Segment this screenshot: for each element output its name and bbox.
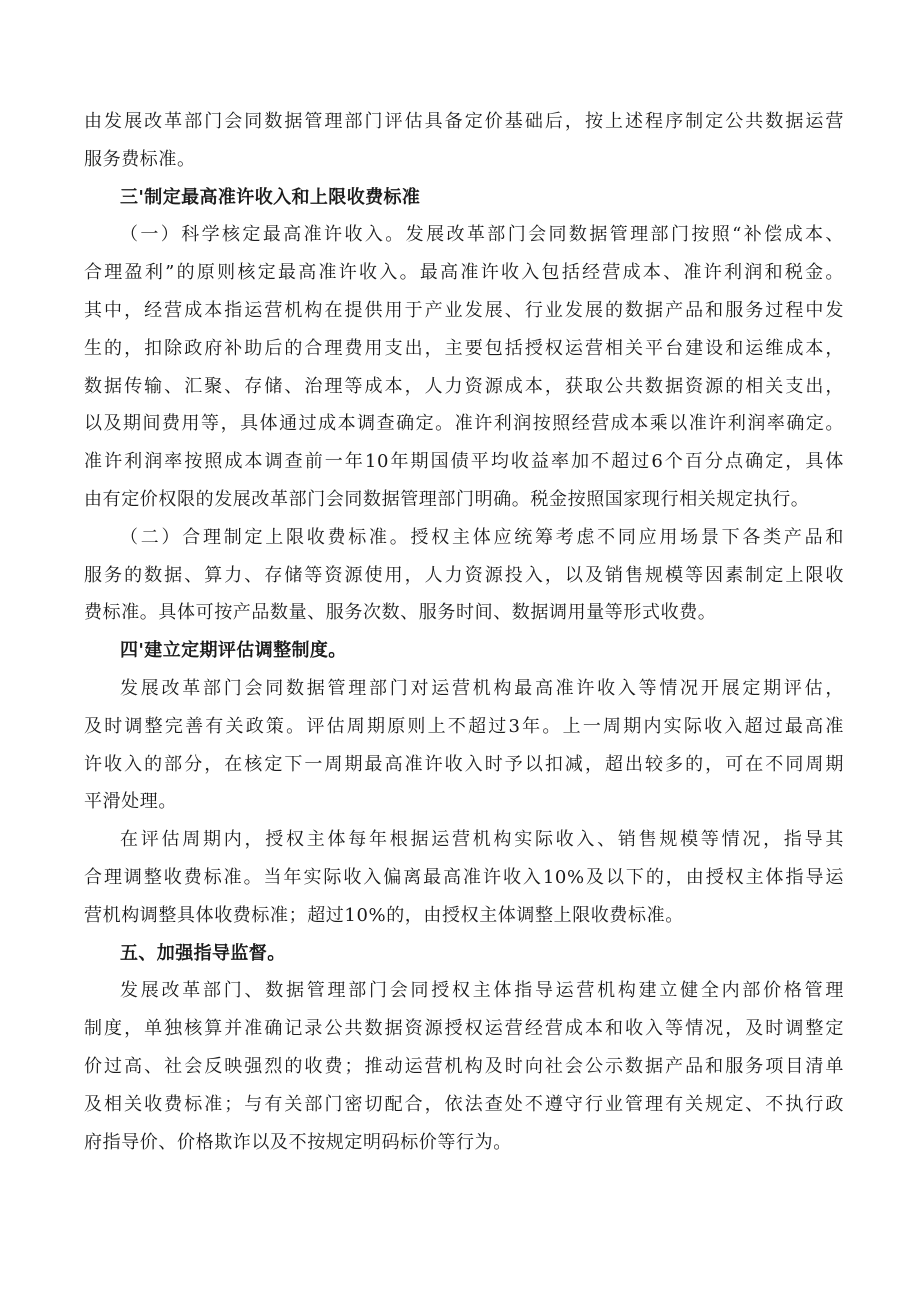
paragraph-line: 在评估周期内，授权主体每年根据运营机构实际收入、销售规模等情况，指导其 xyxy=(120,829,844,851)
paragraph-line: 其中，经营成本指运营机构在提供用于产业发展、行业发展的数据产品和服务过程中发 xyxy=(84,299,844,321)
paragraph-line: 由有定价权限的发展改革部门会同数据管理部门明确。税金按照国家现行相关规定执行。 xyxy=(84,488,810,510)
paragraph-line: 及时调整完善有关政策。评估周期原则上不超过3年。上一周期内实际收入超过最高准 xyxy=(84,715,844,737)
paragraph-line: 准许利润率按照成本调查前一年10年期国债平均收益率加不超过6个百分点确定，具体 xyxy=(84,451,844,473)
paragraph-line: 发展改革部门、数据管理部门会同授权主体指导运营机构建立健全内部价格管理 xyxy=(120,980,844,1002)
paragraph-line: 府指导价、价格欺诈以及不按规定明码标价等行为。 xyxy=(84,1131,512,1153)
paragraph-line: 合理盈利”的原则核定最高准许收入。最高准许收入包括经营成本、准许利润和税金。 xyxy=(84,262,844,284)
paragraph-line: 以及期间费用等，具体通过成本调查确定。准许利润按照经营成本乘以准许利润率确定。 xyxy=(84,413,844,435)
paragraph-line: 服务的数据、算力、存储等资源使用，人力资源投入，以及销售规模等因素制定上限收 xyxy=(84,564,844,586)
paragraph-line: 数据传输、汇聚、存储、治理等成本，人力资源成本，获取公共数据资源的相关支出， xyxy=(84,375,844,397)
paragraph-line: 合理调整收费标准。当年实际收入偏离最高准许收入10%及以下的，由授权主体指导运 xyxy=(84,866,844,888)
paragraph-line: 生的，扣除政府补助后的合理费用支出，主要包括授权运营相关平台建设和运维成本， xyxy=(84,337,844,359)
paragraph-line: 平滑处理。 xyxy=(84,791,177,813)
intro-line: 服务费标准。 xyxy=(84,148,196,170)
document-body xyxy=(84,103,844,1161)
paragraph-line: 发展改革部门会同数据管理部门对运营机构最高准许收入等情况开展定期评估， xyxy=(120,677,844,699)
paragraph-line: 费标准。具体可按产品数量、服务次数、服务时间、数据调用量等形式收费。 xyxy=(84,602,717,624)
paragraph-line: （二）合理制定上限收费标准。授权主体应统筹考虑不同应用场景下各类产品和 xyxy=(120,526,844,548)
section-heading-3: 三'制定最高准许收入和上限收费标准 xyxy=(120,186,421,208)
intro-line: 由发展改革部门会同数据管理部门评估具备定价基础后，按上述程序制定公共数据运营 xyxy=(84,111,844,132)
section-heading-4: 四'建立定期评估调整制度。 xyxy=(120,640,347,662)
paragraph-line: 及相关收费标准；与有关部门密切配合，依法查处不遵守行业管理有关规定、不执行政 xyxy=(84,1093,844,1115)
paragraph-line: （一）科学核定最高准许收入。发展改革部门会同数据管理部门按照“补偿成本、 xyxy=(120,224,844,246)
paragraph-line: 许收入的部分，在核定下一周期最高准许收入时予以扣减，超出较多的，可在不同周期 xyxy=(84,753,844,775)
section-heading-5: 五、加强指导监督。 xyxy=(120,942,286,964)
paragraph-line: 价过高、社会反映强烈的收费；推动运营机构及时向社会公示数据产品和服务项目清单 xyxy=(84,1055,844,1077)
paragraph-line: 营机构调整具体收费标准；超过10%的，由授权主体调整上限收费标准。 xyxy=(84,904,684,926)
paragraph-line: 制度，单独核算并准确记录公共数据资源授权运营经营成本和收入等情况，及时调整定 xyxy=(84,1018,844,1040)
